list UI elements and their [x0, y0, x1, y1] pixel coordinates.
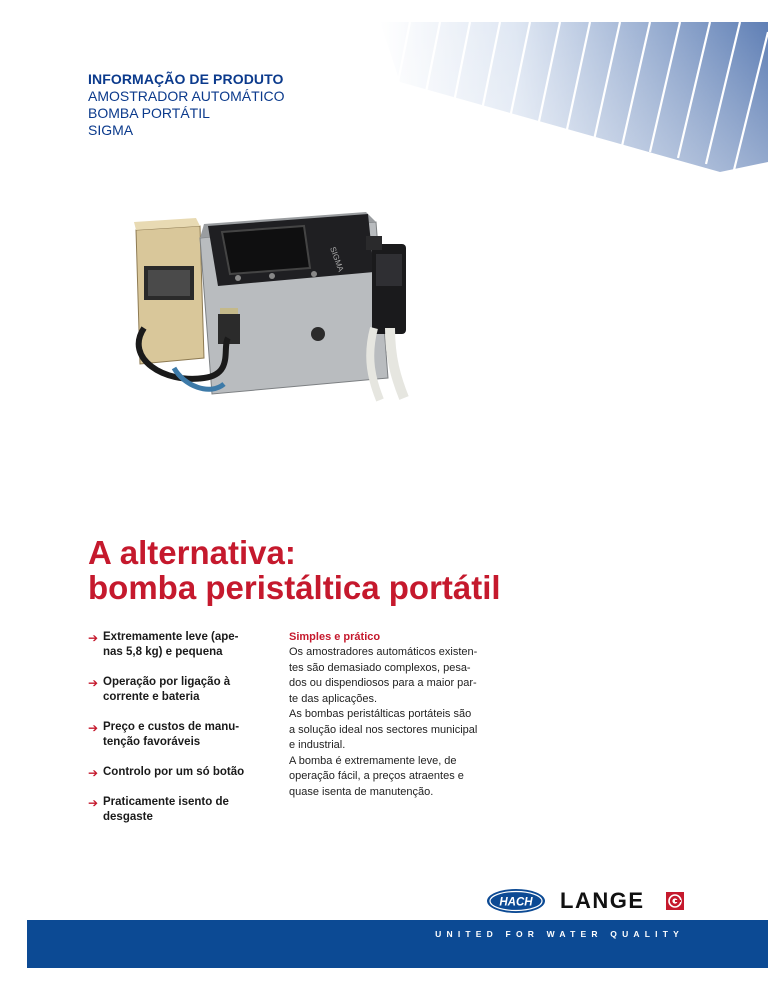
feature-item: ➔ Operação por ligação à corrente e bateria: [88, 676, 231, 703]
decorative-stripes: [340, 22, 768, 172]
feature-item: ➔ Extremamente leve (ape- nas 5,8 kg) e pequena: [88, 631, 239, 658]
product-header: [88, 71, 285, 139]
footer-tagline: UNITED FOR WATER QUALITY: [435, 929, 684, 939]
feature-item: ➔ Praticamente isento de desgaste: [88, 796, 229, 823]
description-title: Simples e prático: [289, 631, 381, 643]
lange-logo-text: LANGE: [560, 888, 645, 913]
product-brand: SIGMA: [88, 122, 134, 138]
svg-text:HACH: HACH: [499, 896, 533, 909]
feature-item: ➔ Controlo por um só botão: [88, 766, 245, 780]
main-headline: [88, 535, 501, 605]
headline-line-1: A alternativa:: [88, 534, 296, 571]
footer-bar: [27, 920, 768, 968]
arrow-right-icon: ➔: [88, 766, 99, 780]
description-block: [289, 630, 479, 800]
arrow-right-icon: ➔: [88, 631, 99, 645]
headline-line-2: bomba peristáltica portátil: [88, 569, 501, 606]
feature-item: ➔ Preço e custos de manu- tenção favoráveis: [88, 721, 240, 748]
lange-mark-icon: [666, 892, 684, 910]
product-type: BOMBA PORTÁTIL: [88, 105, 210, 121]
arrow-right-icon: ➔: [88, 721, 99, 735]
pump-product-photo: [104, 208, 422, 404]
hach-logo: [486, 888, 546, 914]
product-category: AMOSTRADOR AUTOMÁTICO: [88, 88, 285, 104]
feature-list: [88, 630, 270, 840]
svg-text:SIGMA: SIGMA: [328, 245, 346, 273]
brand-logos: [486, 888, 686, 914]
arrow-right-icon: ➔: [88, 796, 99, 810]
description-text: Os amostradores automáticos existen- tes são demasiado complexos, pesa- dos ou dispendiosos para a maior par- te das aplicações. As bombas peristálticas portáteis são a solução ideal nos sectores municipal e industrial. A bomba é extremamente leve, de operação fácil, a preços atraentes e quase isenta de manutenção.: [289, 646, 478, 798]
product-info-label: INFORMAÇÃO DE PRODUTO: [88, 71, 284, 87]
arrow-right-icon: ➔: [88, 676, 99, 690]
